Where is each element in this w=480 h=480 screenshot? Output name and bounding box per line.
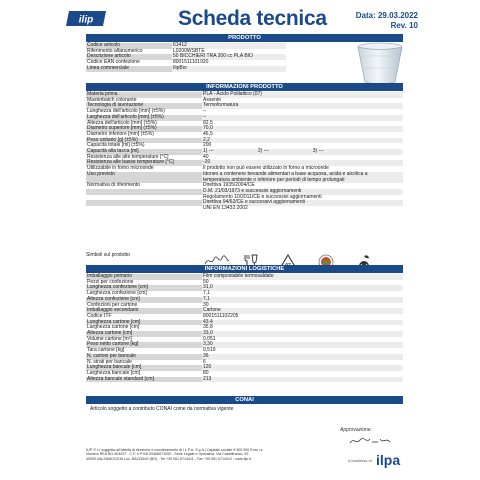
field-label: Lunghezza dell'articolo [mm] (±5%) xyxy=(87,108,165,115)
field-label: Capacità totale [ml] (±5%) xyxy=(87,142,145,149)
conai-note: Articolo soggetto a contributo CONAI come da normativa vigente xyxy=(90,406,234,412)
svg-text:ilip: ilip xyxy=(78,14,94,26)
field-label: Codice EAN confezione xyxy=(87,59,140,66)
field-label: Larghezza confezione [cm] xyxy=(87,290,147,297)
field-value-text: 0,519 xyxy=(203,347,216,354)
field-label: Larghezza dell'articolo [mm] (±5%) xyxy=(86,115,202,121)
approval-signature xyxy=(348,436,396,446)
field-value-text: 7,1 xyxy=(203,295,210,302)
field-value-text: 2,2 xyxy=(203,136,210,143)
field-value-text: -20 xyxy=(203,159,211,166)
field-label: Utilizzabile in forno microonde xyxy=(87,165,154,172)
field-value-text: 50 xyxy=(203,278,209,285)
field-value-text: 61412 xyxy=(173,42,187,48)
normativa-value: UNI EN 13432:2002 xyxy=(203,205,248,212)
field-value-line2: temperatura ambiente o inferiore per periodi di tempo prolungati xyxy=(203,176,345,183)
field-value-text: 213 xyxy=(203,375,212,382)
field-value-text: 3,30 xyxy=(203,341,213,348)
field-label: Descrizione articolo xyxy=(86,54,172,60)
field-label: Larghezza bancale [cm] xyxy=(87,369,141,376)
field-label: Volume cartone [m³] xyxy=(87,335,132,342)
ilpa-brand-logo: ilpa xyxy=(376,452,401,468)
prodotto-row xyxy=(86,66,286,72)
field-value-text: 200 xyxy=(203,142,212,149)
field-label: Altezza dell'articolo [mm] (±5%) xyxy=(87,119,157,126)
field-value-third: 3) --- xyxy=(312,148,324,155)
field-label: Lunghezza cartone [cm] xyxy=(86,320,202,326)
field-label: Larghezza cartone [cm] xyxy=(87,324,140,331)
field-value-text: 82,5 xyxy=(203,119,213,126)
section-header-conai: CONAI xyxy=(86,396,403,404)
field-value-text: Film compostabile termosaldato xyxy=(203,273,274,279)
field-value-text: 8001511102205 xyxy=(203,312,239,319)
field-label: Imballaggio secondario xyxy=(86,308,202,314)
field-value-text: 43,4 xyxy=(203,318,213,325)
field-label: Altezza confezione [cm] xyxy=(86,297,202,303)
section-header-prodotto: PRODOTTO xyxy=(86,34,403,42)
field-value-text: 33,0 xyxy=(203,330,213,337)
field-value-text: Assente xyxy=(203,96,222,103)
field-label: Materia prima xyxy=(86,92,202,98)
field-label: Capacità alla tacca [ml] xyxy=(86,149,202,155)
revision-value: Rev. 10 xyxy=(390,21,418,30)
field-value-text: -- xyxy=(203,113,207,120)
field-value-text: 30 xyxy=(203,301,209,308)
field-value-text: Il prodotto non può essere utilizzato in forno a microonde xyxy=(203,165,329,172)
approval-label: Approvazione: xyxy=(340,427,372,433)
field-value-second: 2) --- xyxy=(257,148,269,155)
field-value-text: Idoneo a contenere bevande alimentari a base acquosa, acida e alcolica a xyxy=(203,170,368,177)
field-value-text: -- xyxy=(203,108,207,115)
field-value-text: 40 xyxy=(203,153,209,160)
brand-prefix: A business of xyxy=(348,458,372,463)
symbols-label: Simboli sul prodotto xyxy=(86,252,130,258)
field-value-text: L0200WSBTE xyxy=(173,47,205,54)
normativa-value: Regolamento 10/2011/CE e successivi aggiornamenti xyxy=(203,193,322,200)
normativa-row xyxy=(86,206,403,212)
field-label: Codice ITF xyxy=(87,312,112,319)
field-value-text: 50 BICCHIERI TRA 200 cc PLA BIO xyxy=(173,53,253,60)
field-label: Resistenza alle basse temperature [°C] xyxy=(86,160,202,166)
field-label: Diametro superiore [mm] (±5%) xyxy=(86,126,202,132)
field-label: Tecnologia di lavorazione xyxy=(86,103,202,109)
field-value-text: 120 xyxy=(203,364,212,371)
normativa-value: Direttiva 94/62/CE e successivi aggiornamenti xyxy=(202,200,403,206)
field-label: Tara cartone [kg] xyxy=(87,347,125,354)
field-value-text: 0,051 xyxy=(203,335,216,342)
field-value-text: 6 xyxy=(203,358,206,365)
field-label: Peso unitario [g] (±5%) xyxy=(86,138,202,144)
field-label: Imballaggio primario xyxy=(86,274,202,280)
field-label: Altezza bancale standard [cm] xyxy=(86,377,202,383)
field-value-text: 46,5 xyxy=(203,130,213,137)
field-label: Peso netto cartone [kg] xyxy=(86,342,202,348)
field-value-text: IlipBio xyxy=(173,64,187,71)
field-value-text: 1) --- xyxy=(203,148,214,155)
field-value-text: 8001511101920 xyxy=(173,59,209,66)
page-title: Scheda tecnica xyxy=(178,7,327,30)
field-label: Linea commerciale xyxy=(86,66,172,72)
field-value-text: 7,1 xyxy=(203,290,210,297)
informazioni-logistiche-row xyxy=(86,377,403,383)
informazioni-prodotto-table xyxy=(86,92,403,212)
field-label: Uso previsto xyxy=(86,172,202,183)
field-value-text: 35,8 xyxy=(203,324,213,331)
field-label: Riferimento alfanumerico xyxy=(87,47,143,54)
field-value-text: Cartone xyxy=(203,307,221,314)
field-label: N. cartoni per bancale xyxy=(86,354,202,360)
field-label: Confezioni per cartone xyxy=(87,301,138,308)
field-value-text: 31,0 xyxy=(203,284,213,291)
field-label: Codice articolo xyxy=(86,43,172,49)
field-label: Lunghezza confezione [cm] xyxy=(86,285,202,291)
field-label: Masterbatch colorante xyxy=(87,96,137,103)
normativa-value: D.M. 21/03/1973 e successivi aggiornamenti xyxy=(202,189,403,195)
footer-line: ILIP S.r.l. soggetta all'attività di direzione e coordinamento di I.L.P.A. S.p.A.| Capitale sociale € 500.000 Euro i.v. xyxy=(86,448,264,452)
prodotto-table xyxy=(86,43,286,72)
field-label: Resistenza alle alte temperature [°C] xyxy=(87,153,169,160)
field-label: Altezza cartone [cm] xyxy=(86,331,202,337)
field-value-text: 36 xyxy=(203,352,209,359)
document-date xyxy=(356,11,418,31)
field-value-text: Termoformatura xyxy=(203,102,239,109)
footer-line: 40053 VALSAMOGGIA Loc. BAZZANO (BO) - Tel +39 051 6714411 - Fax +39 051 6714412 - www.ilip.it xyxy=(86,456,251,461)
field-label: Diametro inferiore [mm] (±5%) xyxy=(87,130,154,137)
cup-product-image xyxy=(354,42,406,86)
date-value: Data: 29.03.2022 xyxy=(355,11,418,20)
field-value xyxy=(172,66,286,72)
footer-line: Numero REA BO-504027 - C.F. e P.IVA 00468071000 - Sede Legale e Operativa: Via Castelfranco, 92 xyxy=(86,452,249,457)
field-label: Pezzi per confezione xyxy=(87,278,134,285)
field-value-text: 70,0 xyxy=(203,125,213,132)
section-header-informazioni-prodotto: INFORMAZIONI PRODOTTO xyxy=(86,83,403,91)
ilip-logo xyxy=(66,10,108,27)
field-label: Lunghezza bancale [cm] xyxy=(86,365,202,371)
field-label: N. strati per bancale xyxy=(87,358,132,365)
field-value xyxy=(202,377,403,383)
field-value-text: PLA - Acido Polilattico (07) xyxy=(203,91,262,97)
field-label-empty xyxy=(86,206,202,212)
field-value-text: 80 xyxy=(203,369,209,376)
section-header-informazioni-logistiche: INFORMAZIONI LOGISTICHE xyxy=(86,265,403,273)
field-label: Normativa di riferimento xyxy=(87,182,141,189)
informazioni-logistiche-table xyxy=(86,274,403,382)
company-footer xyxy=(86,448,326,461)
field-value-text: Direttiva 1935/2004/CE xyxy=(203,182,255,189)
